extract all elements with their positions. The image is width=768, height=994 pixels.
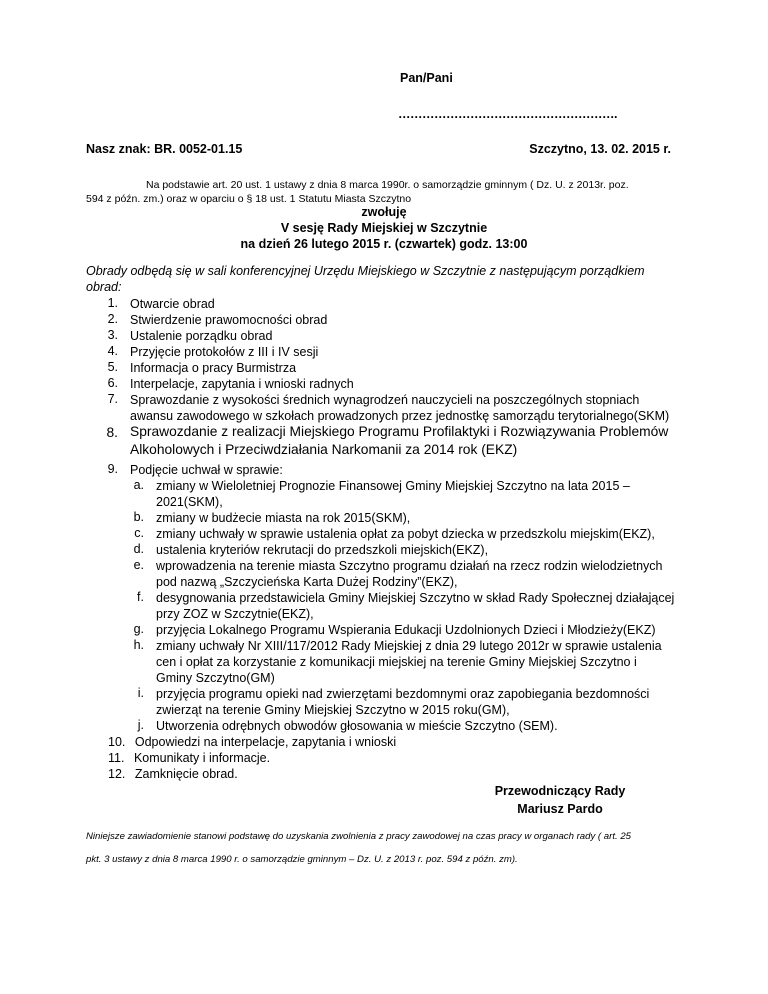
- legal-basis-line1: Na podstawie art. 20 ust. 1 ustawy z dnia 8 marca 1990r. o samorządzie gminnym ( Dz. U. z 2013r. poz.: [146, 179, 629, 191]
- reference-number: Nasz znak: BR. 0052-01.15: [86, 142, 243, 156]
- signature-name: Mariusz Pardo: [517, 802, 603, 816]
- agenda-item-10: 10. Odpowiedzi na interpelacje, zapytania i wnioski: [108, 735, 397, 749]
- addressee-label: Pan/Pani: [400, 71, 453, 85]
- session-date: na dzień 26 lutego 2015 r. (czwartek) godz. 13:00: [240, 237, 528, 251]
- footnote-line1: Niniejsze zawiadomienie stanowi podstawę do uzyskania zwolnienia z pracy zawodowej na czas pracy w organach rady ( art. 25: [86, 831, 631, 842]
- legal-basis-line2: 594 z późn. zm.) oraz w oparciu o § 18 ust. 1 Statutu Miasta Szczytno: [86, 193, 412, 205]
- agenda-item-12: 12. Zamknięcie obrad.: [108, 767, 238, 781]
- session-title: V sesję Rady Miejskiej w Szczytnie: [280, 221, 488, 235]
- footnote-line2: pkt. 3 ustawy z dnia 8 marca 1990 r. o samorządzie gminnym – Dz. U. z 2013 r. poz. 594 z późn. zm).: [86, 854, 518, 865]
- signature-title: Przewodniczący Rady: [494, 784, 626, 798]
- intro-line2: obrad:: [86, 280, 122, 294]
- convocation-word: zwołuję: [361, 205, 407, 219]
- place-date: Szczytno, 13. 02. 2015 r.: [529, 142, 671, 156]
- agenda-item-11: 11. Komunikaty i informacje.: [108, 751, 271, 765]
- addressee-dots: ……………………………………………….: [398, 107, 617, 121]
- intro-line1: Obrady odbędą się w sali konferencyjnej Urzędu Miejskiego w Szczytnie z następującym porządkiem: [86, 264, 645, 278]
